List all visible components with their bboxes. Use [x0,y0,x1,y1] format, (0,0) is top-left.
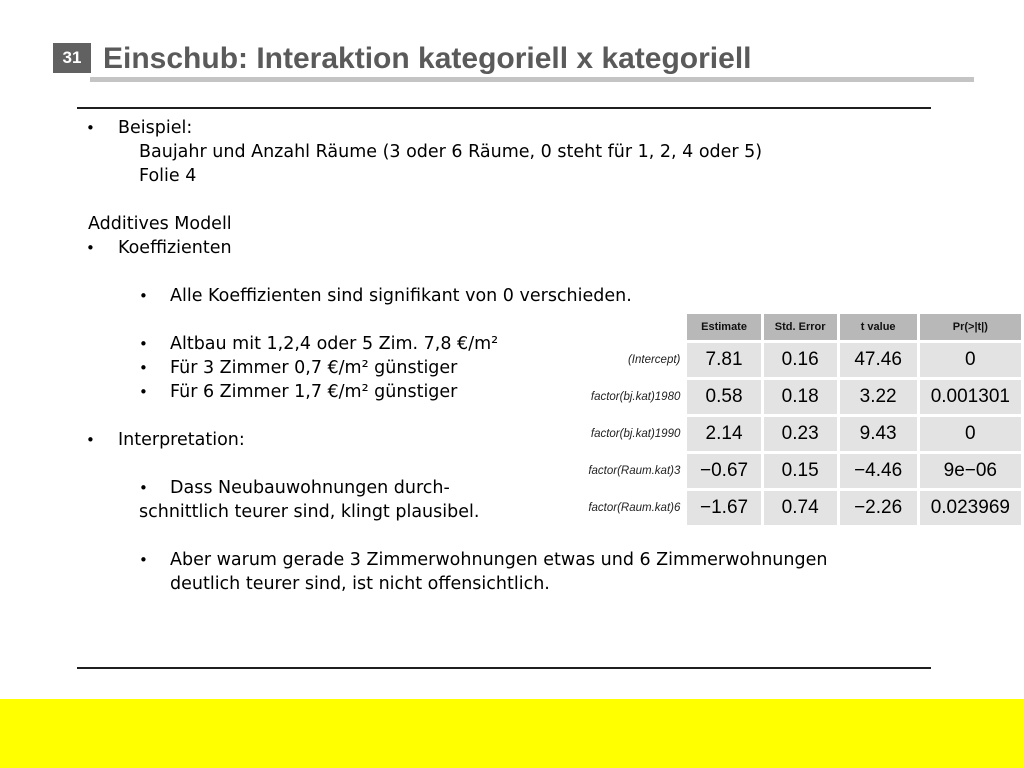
bullet-marker: • [86,119,95,137]
std-error-cell: 0.18 [764,380,837,414]
slide-title: Einschub: Interaktion kategoriell x kategoriell [103,42,752,75]
beispiel-text-line2: Folie 4 [139,166,197,186]
row-name: factor(Raum.kat)3 [588,465,681,477]
table-row [569,343,1021,377]
neubau-text-line1: Dass Neubauwohnungen durch- [170,478,450,498]
bullet-marker: • [139,335,148,353]
row-name: factor(Raum.kat)6 [588,502,681,514]
std-error-cell: 0.23 [764,417,837,451]
t-value-cell: 9.43 [840,417,917,451]
table-header-row [569,314,1021,340]
bullet-marker: • [139,383,148,401]
altbau-text: Altbau mit 1,2,4 oder 5 Zim. 7,8 €/m² [170,334,499,354]
table-row [569,491,1021,525]
p-value-cell: 0.023969 [920,491,1021,525]
warum-text-line2: deutlich teurer sind, ist nicht offensichtlich. [170,574,550,594]
p-value-cell: 9e−06 [920,454,1021,488]
row-name: factor(bj.kat)1990 [590,428,681,440]
table-row [569,380,1021,414]
bullet-marker: • [139,359,148,377]
interpretation-label: Interpretation: [118,430,245,450]
table-header-std-error: Std. Error [764,314,837,340]
estimate-cell: −0.67 [687,454,760,488]
estimate-cell: 0.58 [687,380,760,414]
table-header-blank [569,314,684,340]
row-name: factor(bj.kat)1980 [590,391,681,403]
beispiel-label: Beispiel: [118,118,193,138]
drei-zimmer-text: Für 3 Zimmer 0,7 €/m² günstiger [170,358,458,378]
bullet-marker: • [139,287,148,305]
table-row [569,417,1021,451]
bottom-divider [77,667,931,669]
coefficient-table [566,311,1024,528]
t-value-cell: −4.46 [840,454,917,488]
bullet-marker: • [139,479,148,497]
t-value-cell: −2.26 [840,491,917,525]
beispiel-text-line1: Baujahr und Anzahl Räume (3 oder 6 Räume, 0 steht für 1, 2, 4 oder 5) [139,142,763,162]
estimate-cell: −1.67 [687,491,760,525]
t-value-cell: 3.22 [840,380,917,414]
bullet-marker: • [86,431,95,449]
top-divider [77,107,931,109]
std-error-cell: 0.16 [764,343,837,377]
table-header-t-value: t value [840,314,917,340]
warum-text-line1: Aber warum gerade 3 Zimmerwohnungen etwas und 6 Zimmerwohnungen [170,550,828,570]
p-value-cell: 0.001301 [920,380,1021,414]
title-underline [90,77,974,82]
std-error-cell: 0.15 [764,454,837,488]
t-value-cell: 47.46 [840,343,917,377]
bullet-marker: • [139,551,148,569]
table-header-p-value: Pr(>|t|) [920,314,1021,340]
estimate-cell: 7.81 [687,343,760,377]
footer-bar [0,699,1024,768]
slide-number-badge: 31 [53,43,91,73]
table-header-estimate: Estimate [687,314,760,340]
table-row [569,454,1021,488]
sechs-zimmer-text: Für 6 Zimmer 1,7 €/m² günstiger [170,382,458,402]
signifikant-text: Alle Koeffizienten sind signifikant von 0 verschieden. [170,286,632,306]
bullet-marker: • [86,239,95,257]
p-value-cell: 0 [920,343,1021,377]
row-name: (Intercept) [627,354,681,366]
estimate-cell: 2.14 [687,417,760,451]
neubau-text-line2: schnittlich teurer sind, klingt plausibel. [139,502,480,522]
p-value-cell: 0 [920,417,1021,451]
koeffizienten-label: Koeffizienten [118,238,232,258]
std-error-cell: 0.74 [764,491,837,525]
additives-modell-heading: Additives Modell [88,214,232,234]
